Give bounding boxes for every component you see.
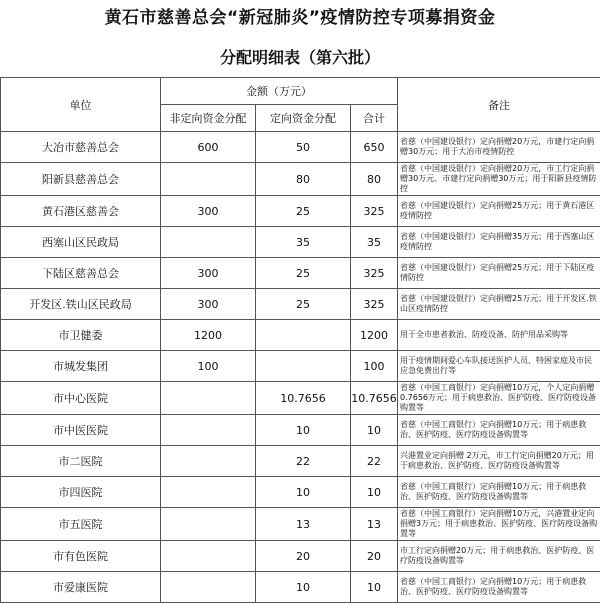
cell-note: 省慈（中国工商银行）定向捐赠10万元；用于病患救治、医护防疫、医疗防疫设备购置等: [398, 415, 600, 446]
cell-non-directed: [161, 163, 256, 196]
table-row: [1, 196, 600, 227]
table-row: [1, 477, 600, 508]
table-row: [1, 163, 600, 196]
cell-total: 650: [351, 132, 398, 163]
cell-note: 省慈（中国建设银行）定向捐赠25万元；用于下陆区疫情防控: [398, 258, 600, 289]
cell-note: 用于疫情期间爱心车队接送医护人员、特困家庭及市民应急免费出行等: [398, 351, 600, 382]
table-row: [1, 227, 600, 258]
cell-total: 325: [351, 258, 398, 289]
cell-non-directed: [161, 572, 256, 603]
cell-total: 20: [351, 541, 398, 572]
cell-unit: 市城发集团: [1, 351, 161, 382]
cell-directed: 80: [256, 163, 351, 196]
cell-directed: 50: [256, 132, 351, 163]
cell-directed: 10: [256, 477, 351, 508]
header-total: 合计: [351, 105, 398, 132]
cell-non-directed: 300: [161, 289, 256, 320]
header-unit: 单位: [1, 78, 161, 132]
header-amount: 金额（万元）: [161, 78, 398, 105]
header-non-directed: 非定向资金分配: [161, 105, 256, 132]
cell-unit: 西塞山区民政局: [1, 227, 161, 258]
cell-unit: 市四医院: [1, 477, 161, 508]
cell-note: 省慈（中国建设银行）定向捐赠20万元，市建行定向捐赠30万元；用于大冶市疫情防控: [398, 132, 600, 163]
cell-unit: 下陆区慈善总会: [1, 258, 161, 289]
cell-total: 10: [351, 415, 398, 446]
cell-directed: [256, 320, 351, 351]
cell-total: 1200: [351, 320, 398, 351]
cell-total: 10: [351, 477, 398, 508]
cell-total: 325: [351, 196, 398, 227]
cell-note: 省慈（中国建设银行）定向捐赠20万元，市工行定向捐赠30万元、市建行定向捐赠30万元；用于阳新县疫情防控: [398, 163, 600, 196]
cell-non-directed: 300: [161, 258, 256, 289]
cell-total: 325: [351, 289, 398, 320]
cell-unit: 开发区.铁山区民政局: [1, 289, 161, 320]
cell-unit: 黄石港区慈善会: [1, 196, 161, 227]
table-row: [1, 446, 600, 477]
header-directed: 定向资金分配: [256, 105, 351, 132]
cell-note: 省慈（中国工商银行）定向捐赠10万元，兴港置业定向捐赠3万元；用于病患救治、医护防疫、医疗防疫设备购置等: [398, 508, 600, 541]
cell-directed: 35: [256, 227, 351, 258]
cell-non-directed: 600: [161, 132, 256, 163]
cell-total: 100: [351, 351, 398, 382]
cell-directed: 13: [256, 508, 351, 541]
cell-non-directed: [161, 446, 256, 477]
cell-unit: 市中心医院: [1, 382, 161, 415]
cell-note: 省慈（中国建设银行）定向捐赠25万元；用于开发区.铁山区疫情防控: [398, 289, 600, 320]
cell-note: 兴港置业定向捐赠 2万元，市工行定向捐赠20万元；用于病患救治、医护防疫、医疗防疫设备购置等: [398, 446, 600, 477]
cell-non-directed: 300: [161, 196, 256, 227]
table-row: [1, 508, 600, 541]
cell-unit: 市爱康医院: [1, 572, 161, 603]
cell-directed: 20: [256, 541, 351, 572]
table-row: [1, 132, 600, 163]
cell-non-directed: 1200: [161, 320, 256, 351]
table-row: [1, 415, 600, 446]
cell-non-directed: [161, 415, 256, 446]
cell-total: 35: [351, 227, 398, 258]
table-row: [1, 351, 600, 382]
document-subtitle: 分配明细表（第六批）: [0, 40, 600, 76]
cell-total: 22: [351, 446, 398, 477]
cell-unit: 市中医医院: [1, 415, 161, 446]
cell-note: 省慈（中国建设银行）定向捐赠25万元；用于黄石港区疫情防控: [398, 196, 600, 227]
cell-unit: 大冶市慈善总会: [1, 132, 161, 163]
table-row: [1, 289, 600, 320]
cell-directed: [256, 351, 351, 382]
cell-directed: 25: [256, 258, 351, 289]
cell-directed: 25: [256, 289, 351, 320]
cell-unit: 市二医院: [1, 446, 161, 477]
cell-directed: 25: [256, 196, 351, 227]
cell-total: 80: [351, 163, 398, 196]
cell-directed: 10: [256, 572, 351, 603]
cell-unit: 市卫健委: [1, 320, 161, 351]
cell-non-directed: [161, 508, 256, 541]
cell-non-directed: [161, 382, 256, 415]
table-row: [1, 382, 600, 415]
cell-note: 用于全市患者救治、防疫设备、防护用品采购等: [398, 320, 600, 351]
cell-total: 10: [351, 572, 398, 603]
cell-non-directed: [161, 541, 256, 572]
header-note: 备注: [398, 78, 600, 132]
table-row: [1, 572, 600, 603]
table-row: [1, 541, 600, 572]
cell-directed: 22: [256, 446, 351, 477]
cell-total: 10.7656: [351, 382, 398, 415]
table-row: [1, 258, 600, 289]
cell-unit: 市五医院: [1, 508, 161, 541]
cell-non-directed: 100: [161, 351, 256, 382]
cell-note: 省慈（中国工商银行）定向捐赠10万元；用于病患救治、医护防疫、医疗防疫设备购置等: [398, 572, 600, 603]
cell-directed: 10.7656: [256, 382, 351, 415]
cell-unit: 市有色医院: [1, 541, 161, 572]
cell-note: 省慈（中国建设银行）定向捐赠35万元；用于西塞山区疫情防控: [398, 227, 600, 258]
cell-directed: 10: [256, 415, 351, 446]
cell-note: 省慈（中国工商银行）定向捐赠10万元；用于病患救治、医护防疫、医疗防疫设备购置等: [398, 477, 600, 508]
cell-unit: 阳新县慈善总会: [1, 163, 161, 196]
allocation-table: [0, 77, 600, 603]
cell-non-directed: [161, 227, 256, 258]
cell-note: 市工行定向捐赠20万元；用于病患救治、医护防疫、医疗防疫设备购置等: [398, 541, 600, 572]
cell-non-directed: [161, 477, 256, 508]
table-row: [1, 320, 600, 351]
document-title: 黄石市慈善总会“新冠肺炎”疫情防控专项募捐资金: [0, 0, 600, 36]
cell-total: 13: [351, 508, 398, 541]
cell-note: 省慈（中国工商银行）定向捐赠10万元，个人定向捐赠0.7656万元；用于病患救治、医护防疫、医疗防疫设备购置等: [398, 382, 600, 415]
